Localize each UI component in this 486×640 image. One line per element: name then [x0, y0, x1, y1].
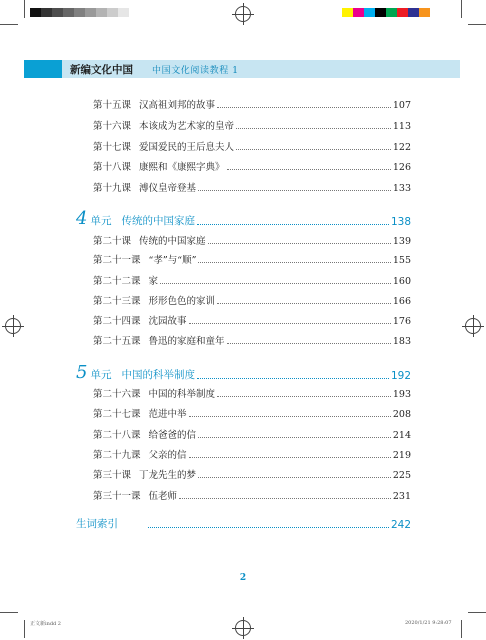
lesson-title: 鲁迅的家庭和童年: [148, 336, 225, 347]
lesson-title: 给爸爸的信: [148, 430, 197, 441]
unit-page-ref: 138: [390, 216, 411, 228]
calibration-swatch: [107, 8, 118, 17]
unit-number: 5: [76, 362, 88, 383]
unit-label: 单元: [90, 369, 112, 381]
unit-title: 中国的科举制度: [121, 369, 195, 381]
page-ref: 133: [392, 183, 411, 194]
calibration-swatch: [74, 8, 85, 17]
lesson-number: 第二十四课: [93, 316, 141, 327]
lesson-number: 第二十二课: [93, 276, 141, 287]
leader-dots: [179, 497, 391, 499]
toc-entry[interactable]: [93, 447, 411, 461]
lesson-title: 汉高祖刘邦的故事: [139, 100, 216, 111]
unit-page-ref: 192: [390, 370, 411, 382]
page-number: 2: [239, 573, 247, 583]
header-accent-block: [24, 60, 62, 78]
calibration-swatch: [342, 8, 353, 17]
leader-dots: [189, 456, 391, 458]
crop-mark: [461, 0, 462, 18]
registration-mark-right: [465, 318, 481, 334]
lesson-number: 第十五课: [93, 100, 132, 111]
toc-entry[interactable]: [93, 252, 411, 266]
registration-mark-top: [235, 6, 251, 22]
crop-mark: [461, 620, 462, 638]
calibration-swatch: [386, 8, 397, 17]
lesson-number: 第二十八课: [93, 430, 141, 441]
lesson-title: 家: [148, 276, 159, 287]
lesson-title: 丁龙先生的梦: [139, 470, 197, 481]
page-ref: 166: [392, 296, 411, 307]
page-ref: 160: [392, 276, 411, 287]
leader-dots: [227, 168, 391, 170]
lesson-title: 沈园故事: [148, 316, 187, 327]
toc-entry[interactable]: [93, 488, 411, 502]
page-ref: 139: [392, 236, 411, 247]
lesson-number: 第十六课: [93, 121, 132, 132]
page-ref: 214: [392, 430, 411, 441]
glossary-index-entry[interactable]: [76, 515, 411, 531]
leader-dots: [217, 302, 391, 304]
page-ref: 113: [392, 121, 411, 132]
leader-dots: [217, 395, 391, 397]
crop-mark: [468, 24, 486, 25]
page-ref: 176: [392, 316, 411, 327]
calibration-swatch: [419, 8, 430, 17]
leader-dots: [197, 378, 389, 379]
leader-dots: [208, 242, 391, 244]
lesson-number: 第二十九课: [93, 450, 141, 461]
page-ref: 225: [392, 470, 411, 481]
lesson-number: 第二十七课: [93, 409, 141, 420]
lesson-title: 溥仪皇帝登基: [139, 183, 197, 194]
calibration-swatch: [375, 8, 386, 17]
toc-entry[interactable]: [93, 97, 411, 111]
calibration-swatch: [30, 8, 41, 17]
book-subtitle: 中国文化阅读教程 1: [152, 66, 239, 76]
lesson-number: 第二十六课: [93, 389, 141, 400]
page-ref: 126: [392, 162, 411, 173]
print-slug-timestamp: 2020/1/21 9:28:07: [405, 620, 452, 626]
page-ref: 122: [392, 142, 411, 153]
lesson-title: “孝”与“顺”: [148, 255, 197, 266]
lesson-title: 本该成为艺术家的皇帝: [139, 121, 235, 132]
toc-entry[interactable]: [93, 180, 411, 194]
toc-entry[interactable]: [93, 406, 411, 420]
color-calibration-bar: [342, 8, 441, 17]
calibration-swatch: [430, 8, 441, 17]
page-ref: 193: [392, 389, 411, 400]
leader-dots: [236, 148, 391, 150]
crop-mark: [0, 612, 18, 613]
calibration-swatch: [52, 8, 63, 17]
registration-mark-bottom: [235, 620, 251, 636]
leader-dots: [227, 342, 391, 344]
lesson-number: 第十八课: [93, 162, 132, 173]
registration-mark-left: [5, 318, 21, 334]
toc-entry[interactable]: [93, 118, 411, 132]
calibration-swatch: [96, 8, 107, 17]
leader-dots: [197, 224, 389, 225]
calibration-swatch: [364, 8, 375, 17]
leader-dots: [198, 476, 391, 478]
running-header: [24, 60, 460, 78]
leader-dots: [198, 436, 391, 438]
lesson-title: 父亲的信: [148, 450, 187, 461]
leader-dots: [236, 127, 391, 129]
toc-entry[interactable]: [93, 313, 411, 327]
print-slug-filename: 正文新indd 2: [30, 621, 61, 627]
book-title: 新编文化中国: [70, 64, 133, 76]
crop-mark: [468, 612, 486, 613]
lesson-title: 中国的科举制度: [148, 389, 216, 400]
lesson-number: 第二十三课: [93, 296, 141, 307]
toc-entry[interactable]: [93, 293, 411, 307]
calibration-swatch: [63, 8, 74, 17]
lesson-title: 康熙和《康熙字典》: [139, 162, 225, 173]
unit-title: 传统的中国家庭: [121, 215, 195, 227]
toc-entry[interactable]: [93, 333, 411, 347]
page-ref: 208: [392, 409, 411, 420]
toc-entry[interactable]: [93, 233, 411, 247]
lesson-number: 第十九课: [93, 183, 132, 194]
calibration-swatch: [408, 8, 419, 17]
leader-dots: [189, 415, 391, 417]
toc-entry[interactable]: [93, 467, 411, 481]
lesson-title: 伍老师: [148, 491, 178, 502]
unit-heading[interactable]: [76, 362, 411, 382]
lesson-number: 第二十五课: [93, 336, 141, 347]
page-ref: 231: [392, 491, 411, 502]
toc-entry[interactable]: [93, 159, 411, 173]
lesson-title: 形形色色的家训: [148, 296, 216, 307]
lesson-number: 第三十一课: [93, 491, 141, 502]
lesson-title: 范进中举: [148, 409, 187, 420]
calibration-swatch: [353, 8, 364, 17]
calibration-swatch: [41, 8, 52, 17]
unit-label: 单元: [90, 215, 112, 227]
lesson-title: 传统的中国家庭: [139, 236, 206, 247]
leader-dots: [189, 322, 391, 324]
index-label: 生词索引: [76, 518, 118, 530]
page-ref: 183: [392, 336, 411, 347]
lesson-number: 第二十一课: [93, 255, 141, 266]
toc-entry[interactable]: [93, 139, 411, 153]
leader-dots: [148, 527, 389, 528]
calibration-swatch: [85, 8, 96, 17]
page-ref: 219: [392, 450, 411, 461]
crop-mark: [24, 0, 25, 18]
leader-dots: [198, 261, 390, 263]
toc-entry[interactable]: [93, 386, 411, 400]
toc-entry[interactable]: [93, 427, 411, 441]
lesson-number: 第十七课: [93, 142, 132, 153]
calibration-swatch: [397, 8, 408, 17]
lesson-title: 爱国爱民的王后息夫人: [139, 142, 235, 153]
toc-entry[interactable]: [93, 273, 411, 287]
unit-heading[interactable]: [76, 208, 411, 228]
crop-mark: [24, 620, 25, 638]
leader-dots: [217, 106, 391, 108]
leader-dots: [160, 282, 391, 284]
grayscale-calibration-bar: [30, 8, 129, 17]
lesson-number: 第三十课: [93, 470, 132, 481]
page-ref: 107: [392, 100, 411, 111]
leader-dots: [198, 189, 391, 191]
lesson-number: 第二十课: [93, 236, 132, 247]
unit-number: 4: [76, 208, 88, 229]
index-page-ref: 242: [390, 519, 411, 531]
calibration-swatch: [118, 8, 129, 17]
crop-mark: [0, 24, 18, 25]
page-ref: 155: [392, 255, 411, 266]
